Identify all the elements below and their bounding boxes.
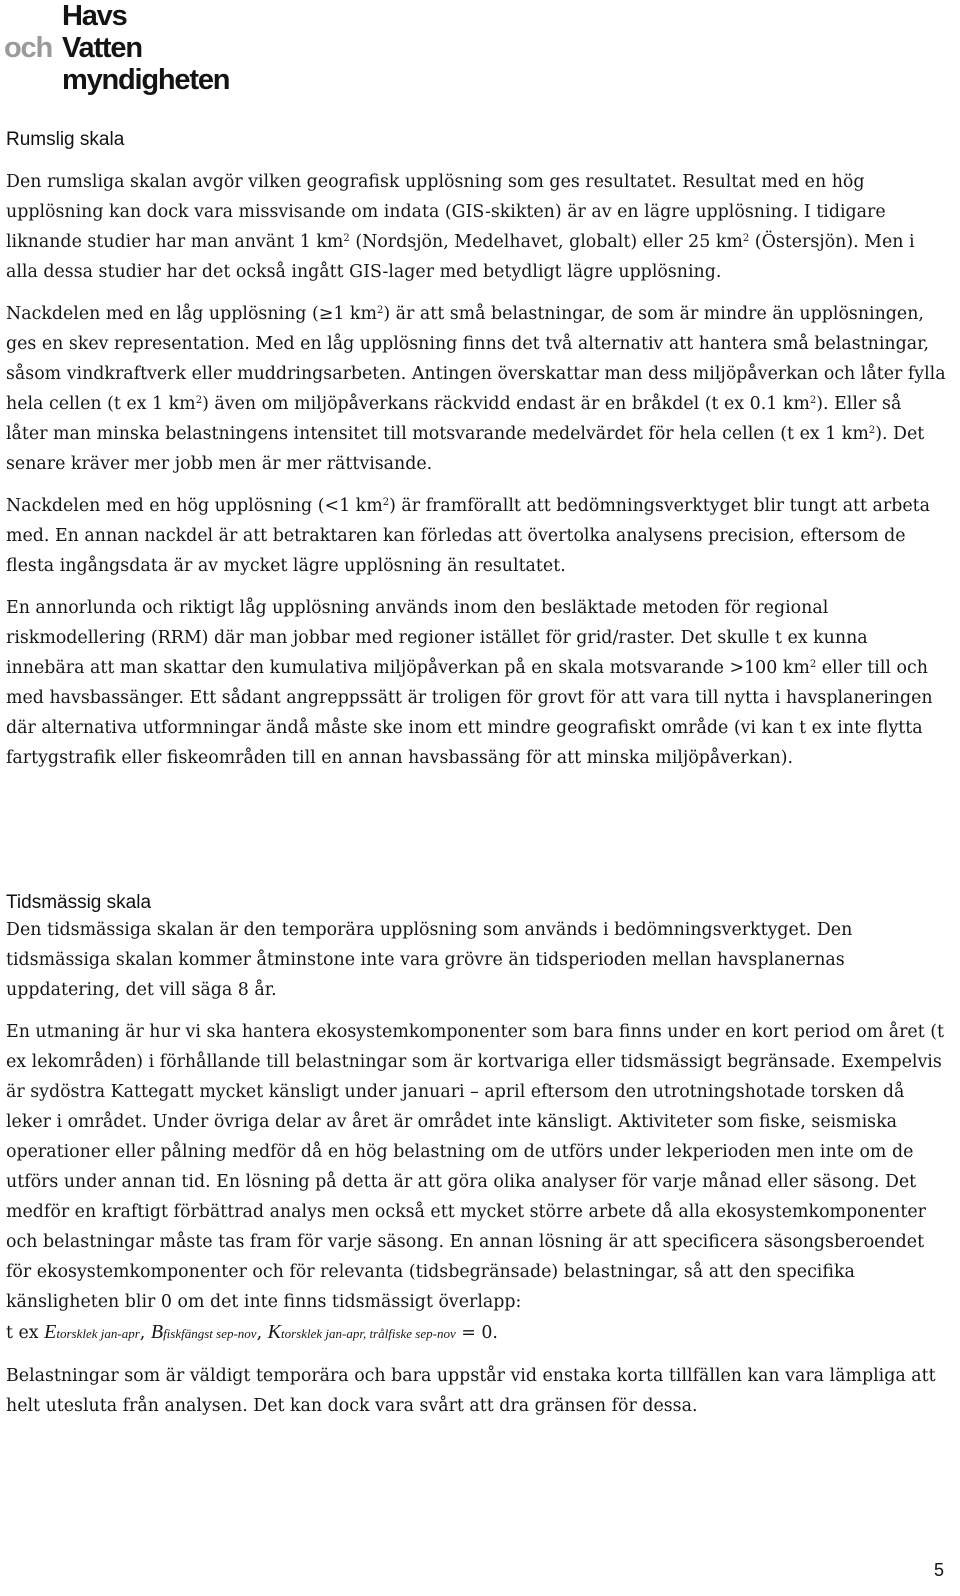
heading-rumslig-skala: Rumslig skala: [6, 129, 125, 150]
logo-line-havs: Havs: [62, 0, 127, 32]
paragraph: En annorlunda och riktigt låg upplösning används inom den besläktade metoden för regional riskmodellering (RRM) där man jobbar med regioner istället för grid/raster. Det skulle t ex kunna innebära att man skattar den kumulativa miljöpåverkan på en skala motsvarande >100 $km^2$ eller till och med havsbassänger. Ett sådant angreppssätt är troligen för grovt för att vara till nytta i havsplaneringen där alternativa utformningar ändå måste ske inom ett mindre geografiskt område (vi kan t ex inte flytta fartygstrafik eller fiskeområden till en annan havsbassäng för att minska miljöpåverkan).: [6, 598, 933, 768]
page-number: 5: [933, 1560, 944, 1580]
paragraph: Den rumsliga skalan avgör vilken geografisk upplösning som ges resultatet. Resultat med en hög upplösning kan dock vara missvisande om indata (GIS-skikten) är av en lägre upplösning. I tidigare liknande studier har man använt 1 $km^2$ (Nordsjön, Medelhavet, globalt) eller 25 $km^2$ (Östersjön). Men i alla dessa studier har det också ingått GIS-lager med betydligt lägre upplösning.: [6, 172, 915, 282]
logo-line-och: och: [4, 32, 52, 64]
logo-line-vatten: Vatten: [62, 32, 142, 64]
paragraph: Belastningar som är väldigt temporära och bara uppstår vid enstaka korta tillfällen kan vara lämpliga att helt utesluta från analysen. Det kan dock vara svårt att dra gränsen för dessa.: [6, 1366, 936, 1416]
paragraph: En utmaning är hur vi ska hantera ekosystemkomponenter som bara finns under en kort period om året (t ex lekområden) i förhållande till belastningar som är kortvariga eller tidsmässigt begränsade. Exempelvis är sydöstra Kattegatt mycket känsligt under januari – april eftersom den utrotningshotade torsken då leker i området. Under övriga delar av året är området inte känsligt. Aktiviteter som fiske, seismiska operationer eller pålning medför då en hög belastning om de utförs under lekperioden men inte om de utförs under annan tid. En lösning på detta är att göra olika analyser för varje månad eller säsong. Det medför en kraftigt förbättrad analys men också ett mycket större arbete då alla ekosystemkomponenter och belastningar måste tas fram för varje säsong. En annan lösning är att specificera säsongsberoendet för ekosystemkomponenter och för relevanta (tidsbegränsade) belastningar, så att den specifika känsligheten blir 0 om det inte finns tidsmässigt överlapp: t ex Etorsklek jan-apr, Bfiskfängst sep-nov, Ktorsklek jan-apr, trålfiske sep-nov = 0.: [6, 1022, 945, 1343]
paragraph: Nackdelen med en hög upplösning (<1 $km^2$) är framförallt att bedömningsverktyget blir tungt att arbeta med. En annan nackdel är att betraktaren kan förledas att övertolka analysens precision, eftersom de flesta ingångsdata är av mycket lägre upplösning än resultatet.: [6, 496, 931, 576]
paragraph: Nackdelen med en låg upplösning (≥1 $km^2$) är att små belastningar, de som är mindre än upplösningen, ges en skev representation. Med en låg upplösning finns det två alternativ att hantera små belastningar, såsom vindkraftverk eller muddringsarbeten. Antingen överskattar man dess miljöpåverkan och låter fylla hela cellen (t ex 1 $km^2$) även om miljöpåverkans räckvidd endast är en bråkdel (t ex 0.1 $km^2$). Eller så låter man minska belastningens intensitet till motsvarande medelvärdet för hela cellen (t ex 1 $km^2$). Det senare kräver mer jobb men är mer rättvisande.: [6, 304, 946, 474]
section-tidsmassig-skala: [6, 915, 948, 1433]
paragraph: Den tidsmässiga skalan är den temporära upplösning som används i bedömningsverktyget. Den tidsmässiga skalan kommer åtminstone inte vara grövre än tidsperioden mellan havsplanernas uppdatering, det vill säga 8 år.: [6, 920, 853, 1000]
logo-line-myndigheten: myndigheten: [62, 64, 230, 96]
heading-tidsmassig-skala: Tidsmässig skala: [6, 892, 152, 913]
section-rumslig-skala: [6, 167, 948, 785]
formula: t ex Etorsklek jan-apr, Bfiskfängst sep-nov, Ktorsklek jan-apr, trålfiske sep-nov = 0.: [6, 1321, 498, 1343]
